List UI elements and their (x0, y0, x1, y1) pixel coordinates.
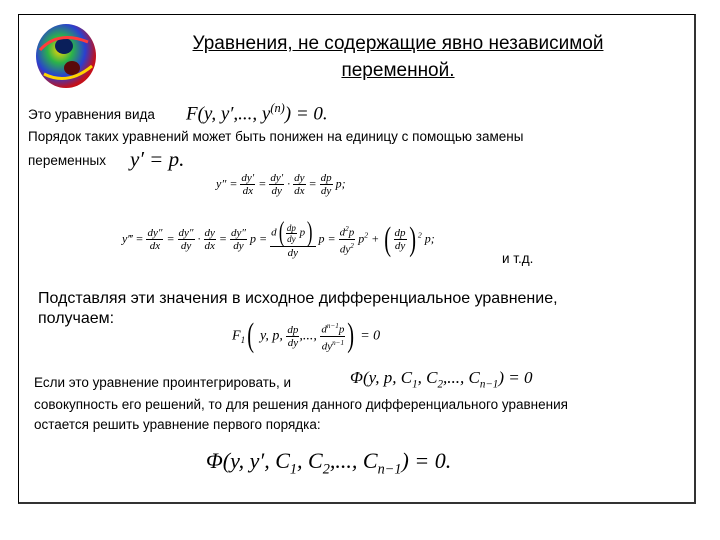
text-line-5c: остается решить уравнение первого порядка: (34, 417, 321, 432)
title-line-1: Уравнения, не содержащие явно независимой (192, 33, 604, 54)
text-line-5a: Если это уравнение проинтегрировать, и (34, 375, 292, 390)
formula-substitution: y′ = p. (130, 147, 185, 171)
text-line-1: Это уравнения вида (28, 107, 155, 122)
slide-title (118, 30, 678, 84)
formula-first-order: Φ(y, y′, $C_1$, $C_2$,..., $C_{n-1}) = 0$. (206, 448, 452, 478)
formula-reduced: $F_1$( y, p, $\frac{dp}{dy}$ ,..., $\frac{d^{n-1}p}{dy^{n-1}}$ ) = 0 (232, 317, 381, 355)
text-etc: и т.д. (502, 251, 534, 266)
formula-integral: Φ(y, p, $C_1$, $C_2$,..., $C_{n-1}) = 0$ (350, 368, 533, 391)
formula-second-derivative: y″ = $\frac{dy'}{dx}$ = $\frac{dy'}{dy}$ · $\frac{dy}{dx}$ = $\frac{dp}{dy}$ p; (216, 172, 346, 197)
formula-third-derivative: y‴ = $\frac{dy''}{dx}$ = $\frac{dy''}{dy}$ · $\frac{dy}{dx}$ = $\frac{dy''}{dy}$ p = d( $\frac{dp}{dy}$ p) dy p = $\frac{d^2p}{dy^2}$ $p^2$ + ( $\frac{dp}{dy}$ ) $^2$ p; (122, 217, 435, 259)
title-line-2: переменной. (341, 60, 455, 81)
text-line-2: Порядок таких уравнений может быть понижен на единицу с помощью замены (28, 129, 524, 144)
text-line-4a: Подставляя эти значения в исходное дифференциальное уравнение, (38, 290, 558, 307)
text-line-5b: совокупность его решений, то для решения данного дифференциального уравнения (34, 397, 568, 412)
text-line-3: переменных (28, 153, 106, 168)
torus-icon (28, 20, 104, 92)
text-line-4b: получаем: (38, 310, 115, 327)
formula-general: F(y, y′,..., $y^{(n)}) = 0$. (186, 101, 328, 125)
